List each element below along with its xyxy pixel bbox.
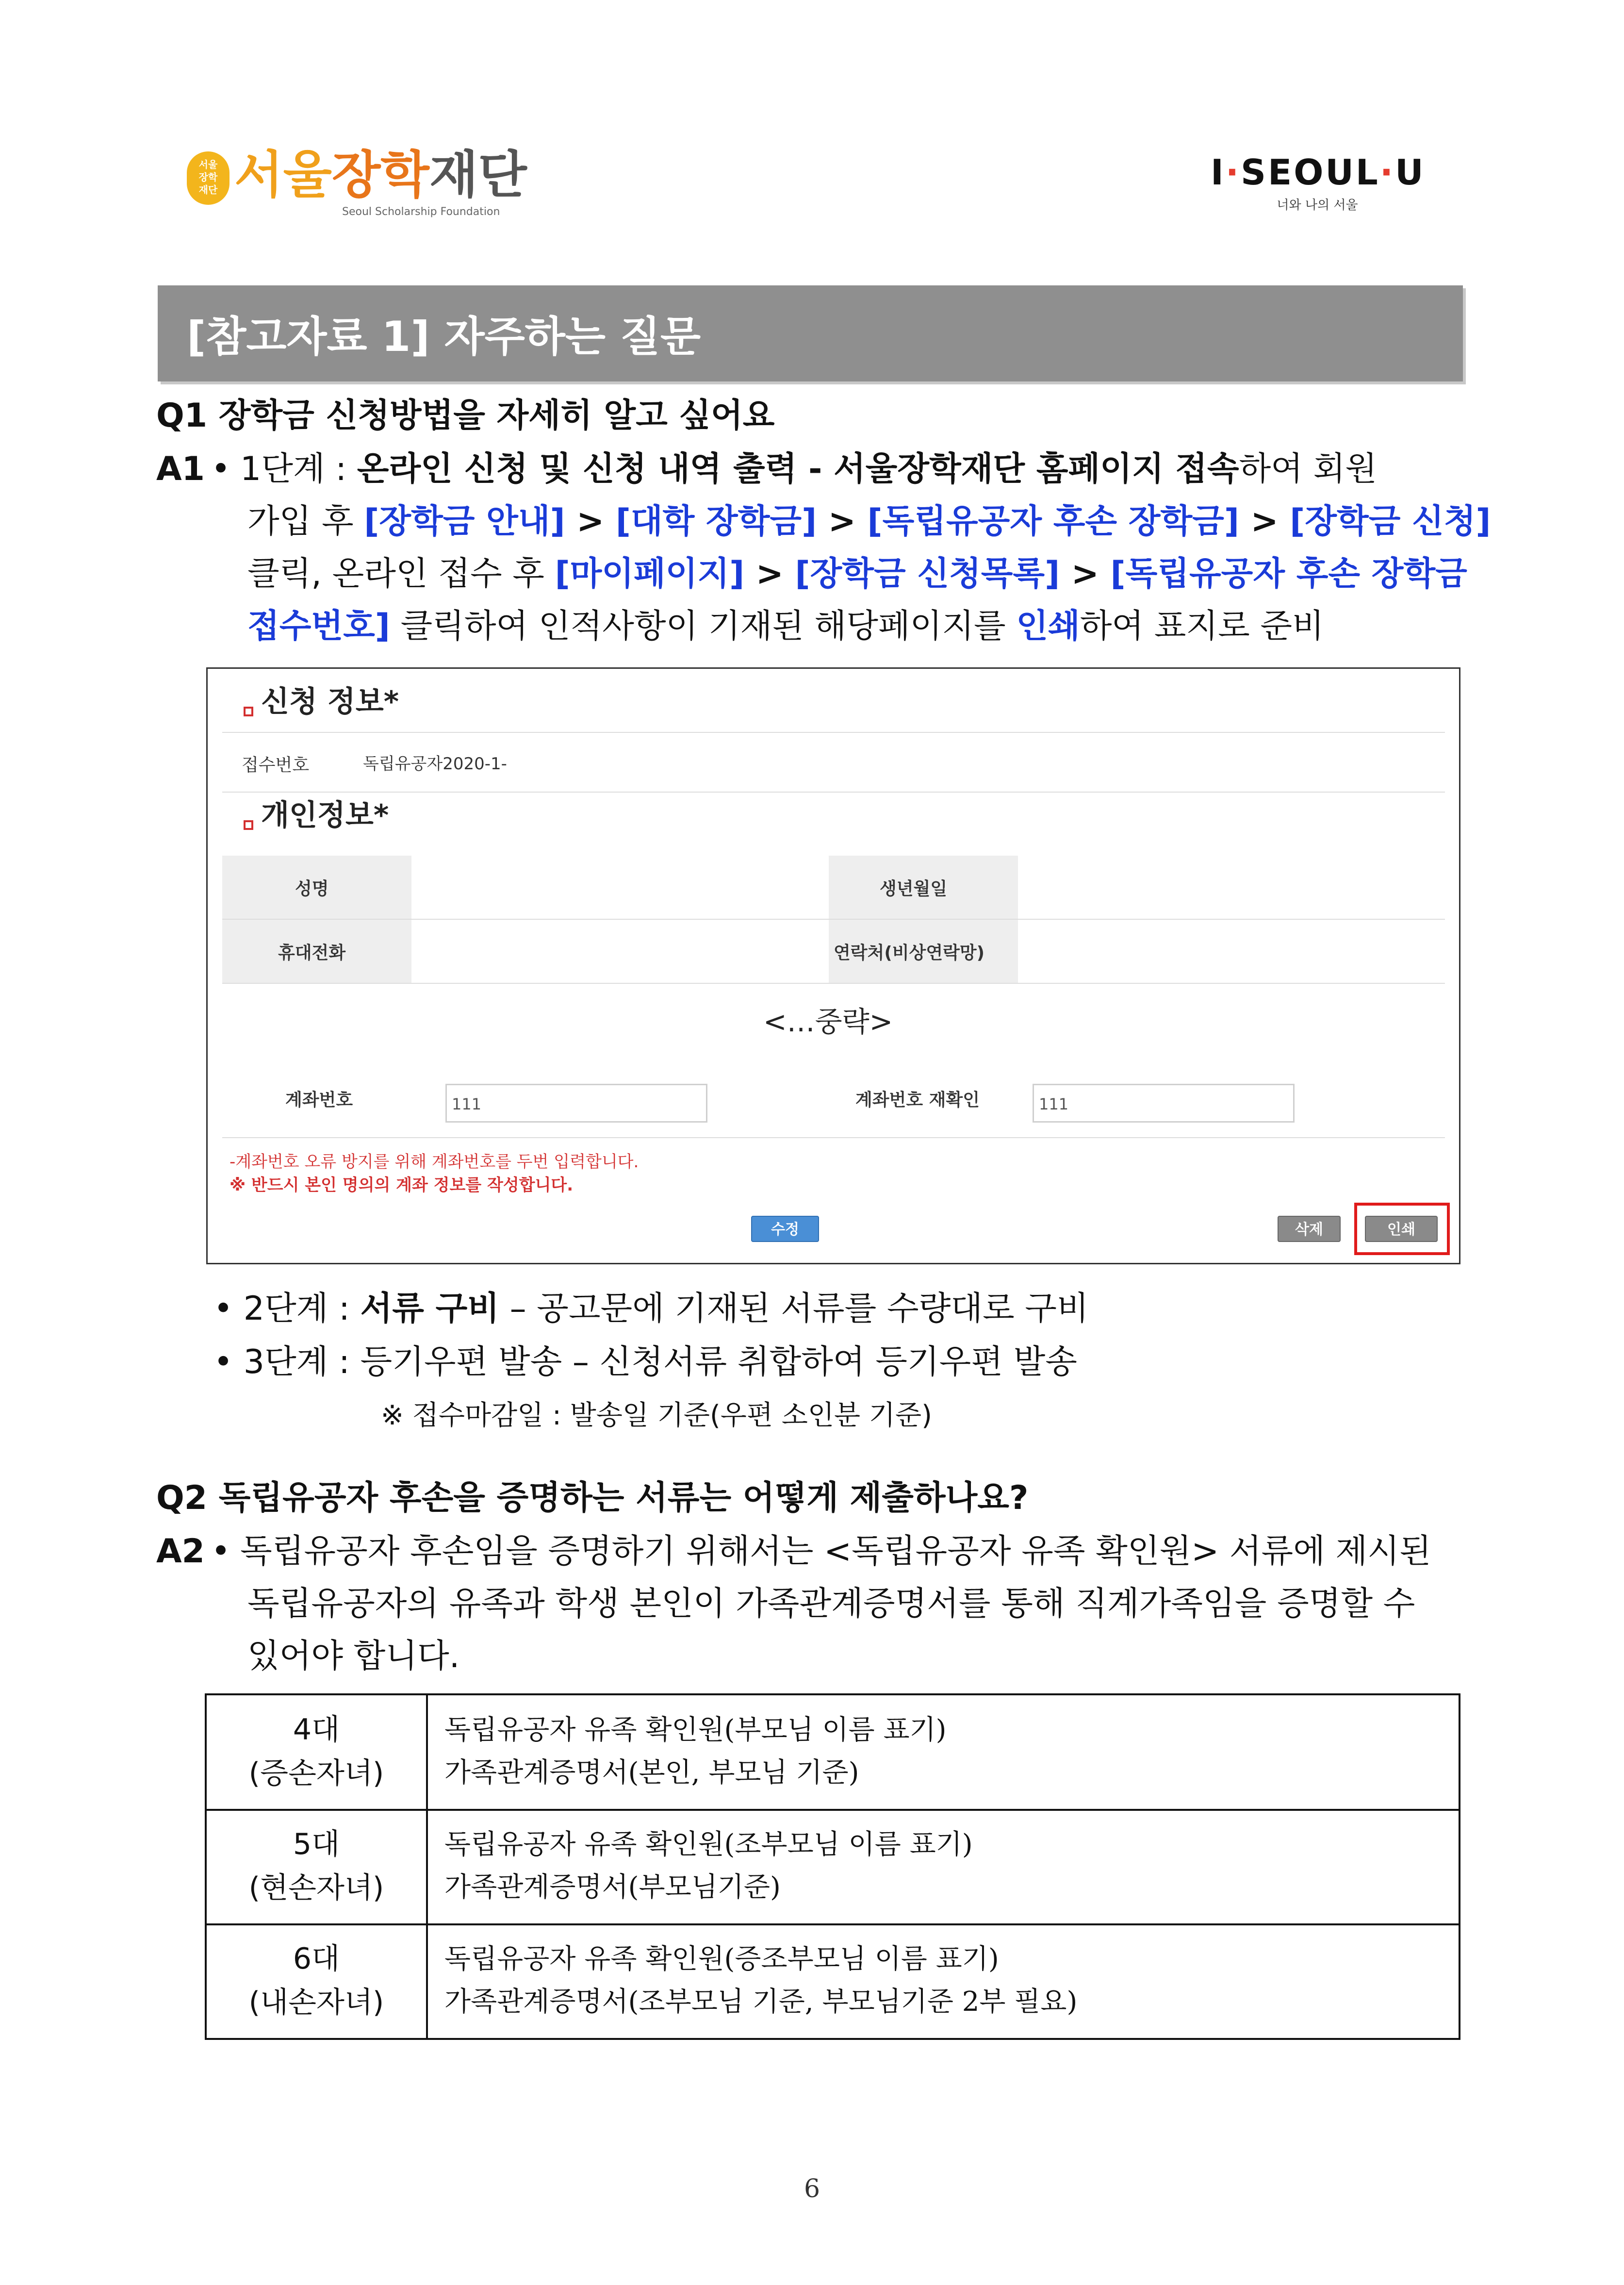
section-marker-icon [244, 820, 253, 830]
account-warning-text: -계좌번호 오류 방지를 위해 계좌번호를 두번 입력합니다. [230, 1152, 639, 1172]
a2-line1: 독립유공자 후손임을 증명하기 위해서는 <독립유공자 유족 확인원> 서류에 제시된 [240, 1532, 1431, 1571]
documents-table [205, 1693, 1460, 2040]
step1-line2: 가입 후 [장학금 안내] > [대학 장학금] > [독립유공자 후손 장학금] > [장학금 신청] [247, 502, 1491, 541]
table-row [207, 1924, 1459, 2039]
link-application-list[interactable]: [장학금 신청목록] [795, 555, 1060, 593]
documents-cell: 독립유공자 유족 확인원(부모님 이름 표기) 가족관계증명서(본인, 부모님 기준) [444, 1714, 947, 1788]
section-marker-icon [244, 707, 253, 716]
account-number-label: 계좌번호 [285, 1090, 353, 1110]
receipt-number-label: 접수번호 [242, 755, 310, 775]
step2-line: • 2단계 : 서류 구비 – 공고문에 기재된 서류를 수량대로 구비 [213, 1290, 1089, 1328]
account-owner-notice: ※ 반드시 본인 명의의 계좌 정보를 작성합니다. [230, 1176, 574, 1195]
birthdate-label: 생년월일 [880, 879, 948, 899]
link-patriot-scholarship-receipt[interactable]: [독립유공자 후손 장학금 [1110, 555, 1467, 593]
link-patriot-descendant-scholarship[interactable]: [독립유공자 후손 장학금] [867, 502, 1239, 541]
step1-line3: 클릭, 온라인 접수 후 [마이페이지] > [장학금 신청목록] > [독립유공자 후손 장학금 [247, 555, 1467, 593]
a2-line2: 독립유공자의 유족과 학생 본인이 가족관계증명서를 통해 직계가족임을 증명할 수 [247, 1585, 1415, 1623]
step1-line4: 접수번호] 클릭하여 인적사항이 기재된 해당페이지를 인쇄하여 표지로 준비 [247, 607, 1324, 646]
personal-info-title: 개인정보* [261, 798, 389, 832]
a1-label: A1 [156, 450, 205, 488]
receipt-number-value: 독립유공자2020-1- [363, 754, 507, 774]
bullet: • [211, 1532, 231, 1571]
name-label: 성명 [295, 879, 329, 899]
generation-cell: 4대 (증손자녀) [248, 1713, 384, 1790]
bullet: • [211, 450, 231, 488]
deadline-note: ※ 접수마감일 : 발송일 기준(우편 소인분 기준) [381, 1400, 932, 1431]
logo-subtitle: Seoul Scholarship Foundation [342, 206, 500, 218]
q1-question: Q1 장학금 신청방법을 자세히 알고 싶어요 [156, 397, 775, 435]
link-university-scholarship[interactable]: [대학 장학금] [615, 502, 817, 541]
omitted-marker: <…중략> [763, 1005, 893, 1038]
link-scholarship-apply[interactable]: [장학금 신청] [1290, 502, 1491, 541]
logo-emblem-icon: 서울 장학 재단 [187, 151, 230, 205]
emergency-contact-label: 연락처(비상연락망) [834, 943, 985, 963]
table-row [207, 1810, 1459, 1924]
logo-wordmark: 서울장학재단 [234, 145, 527, 204]
q2-question: Q2 독립유공자 후손을 증명하는 서류는 어떻게 제출하나요? [156, 1479, 1029, 1517]
a2-label: A2 [156, 1532, 205, 1571]
iseoulu-logo [1211, 150, 1424, 223]
page-number: 6 [804, 2174, 820, 2203]
step1-line1: 1단계 : 온라인 신청 및 신청 내역 출력 - 서울장학재단 홈페이지 접속하여 회원 [240, 450, 1377, 488]
account-number-input[interactable]: 111 [445, 1084, 707, 1123]
delete-button[interactable]: 삭제 [1278, 1216, 1341, 1242]
iseoulu-subtitle: 너와 나의 서울 [1277, 198, 1358, 213]
table-row [207, 1695, 1459, 1810]
generation-cell: 5대 (현손자녀) [248, 1827, 384, 1905]
seoul-scholarship-logo [187, 145, 527, 226]
link-receipt-number[interactable]: 접수번호] [247, 607, 390, 646]
generation-cell: 6대 (내손자녀) [248, 1942, 384, 2020]
print-button[interactable]: 인쇄 [1365, 1216, 1438, 1242]
documents-cell: 독립유공자 유족 확인원(조부모님 이름 표기) 가족관계증명서(부모님기준) [444, 1829, 973, 1903]
link-scholarship-info[interactable]: [장학금 안내] [364, 502, 565, 541]
documents-cell: 독립유공자 유족 확인원(증조부모님 이름 표기) 가족관계증명서(조부모님 기준, 부모님기준 2부 필요) [444, 1943, 1078, 2018]
section-title-bar [158, 285, 1463, 381]
a2-line3: 있어야 합니다. [247, 1637, 460, 1675]
application-screenshot [206, 667, 1460, 1264]
link-print[interactable]: 인쇄 [1016, 607, 1080, 646]
section-title: [참고자료 1] 자주하는 질문 [187, 313, 701, 361]
account-confirm-input[interactable]: 111 [1033, 1084, 1295, 1123]
edit-button[interactable]: 수정 [751, 1216, 819, 1242]
mobile-phone-label: 휴대전화 [278, 943, 346, 963]
link-mypage[interactable]: [마이페이지] [555, 555, 745, 593]
application-info-title: 신청 정보* [261, 685, 399, 719]
account-confirm-label: 계좌번호 재확인 [855, 1090, 980, 1110]
step3-line: • 3단계 : 등기우편 발송 – 신청서류 취합하여 등기우편 발송 [213, 1343, 1077, 1381]
iseoulu-wordmark: I·SEOUL·U [1211, 152, 1426, 193]
